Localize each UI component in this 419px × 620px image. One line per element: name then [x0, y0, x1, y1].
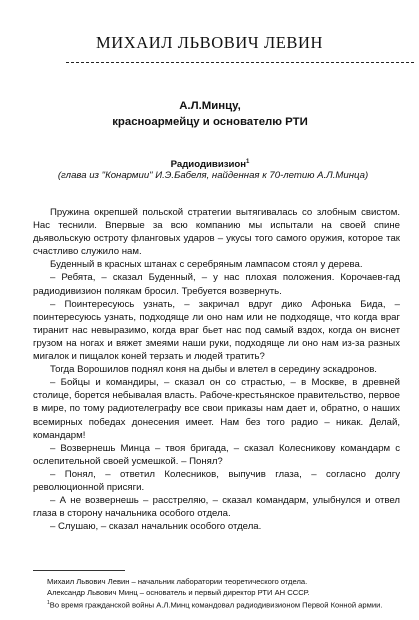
paragraph: Буденный в красных штанах с серебряным лампасом стоял у дерева.: [50, 259, 363, 271]
article-title-line1: А.Л.Минцу,: [179, 100, 241, 112]
footnote-ref-mark: 1: [246, 159, 250, 165]
footnote-line: [33, 598, 405, 611]
paragraph: – Возвернешь Минца – твоя бригада, – сказал Колесникову командарм с ослепительной своей усмешкой. – Понял?: [33, 442, 400, 467]
section-title-text: Радиодивизион: [170, 159, 247, 171]
header-dashed-rule: [66, 62, 414, 63]
article-title-line2: красноармейцу и основателю РТИ: [112, 116, 308, 128]
body-text: [33, 206, 400, 533]
footnote-mark: 1: [47, 600, 50, 607]
paragraph: – Ребята, – сказал Буденный, – у нас плохая положения. Корочаев-гад радиодивизион полякам бросил. Требуется возвернуть.: [33, 272, 400, 297]
paragraph: – Бойцы и командиры, – сказал он со страстью, – в Москве, в древней столице, борется небывалая власть. Рабоче-крестьянское правительство, первое в мире, по тому радиотелеграфу все свои приказы нам дает и, обратно, о наших всемирных победах донесения имеет. Нам без того радио – никак. Делай, командарм!: [33, 377, 400, 441]
article-title: [40, 98, 380, 130]
footnote-line: Александр Львович Минц – основатель и первый директор РТИ АН СССР.: [47, 588, 310, 598]
footnotes: [33, 576, 405, 611]
footnote-text: Во время гражданской войны А.Л.Минц командовал радиодивизионом Первой Конной армии.: [49, 600, 383, 610]
paragraph: Тогда Ворошилов поднял коня на дыбы и влетел в середину эскадронов.: [50, 364, 377, 376]
footnote-rule: [33, 570, 125, 571]
paragraph: – Слушаю, – сказал начальник особого отдела.: [50, 521, 262, 533]
paragraph: – Понял, – ответил Колесников, выпучив глаза, – согласно долгу революционной присяги.: [33, 468, 400, 493]
paragraph: – А не возвернешь – расстреляю, – сказал командарм, улыбнулся и отвел глаза в сторону начальника особого отдела.: [33, 495, 400, 520]
footnote-line: Михаил Львович Левин – начальник лаборатории теоретического отдела.: [47, 577, 308, 586]
section-subtitle: (глава из "Конармии" И.Э.Бабеля, найденная к 70-летию А.Л.Минца): [57, 170, 369, 181]
author-header: МИХАИЛ ЛЬВОВИЧ ЛЕВИН: [95, 33, 324, 52]
paragraph: – Поинтересуюсь узнать, – закричал вдруг дико Афонька Бида, – поинтересуюсь узнать, подходяще ли оно нам или не подходяще, что когда враг тиранит нас невыразимо, когда враг бьет нас под самый вздох, когда он виснет грузом на ногах и вяжет змеями наши руки, подходяще ли оно нам из-за разных мигалок и пищалок коней терзать и людей тратить?: [33, 298, 400, 363]
paragraph: Пружина окрепшей польской стратегии вытягивалась со злобным свистом. Нас теснили. Впервые за всю компанию мы испытали на своей спине дьявольскую остроту фланговых ударов – укусы того самого оружия, которое так счастливо служило нам.: [33, 207, 400, 258]
